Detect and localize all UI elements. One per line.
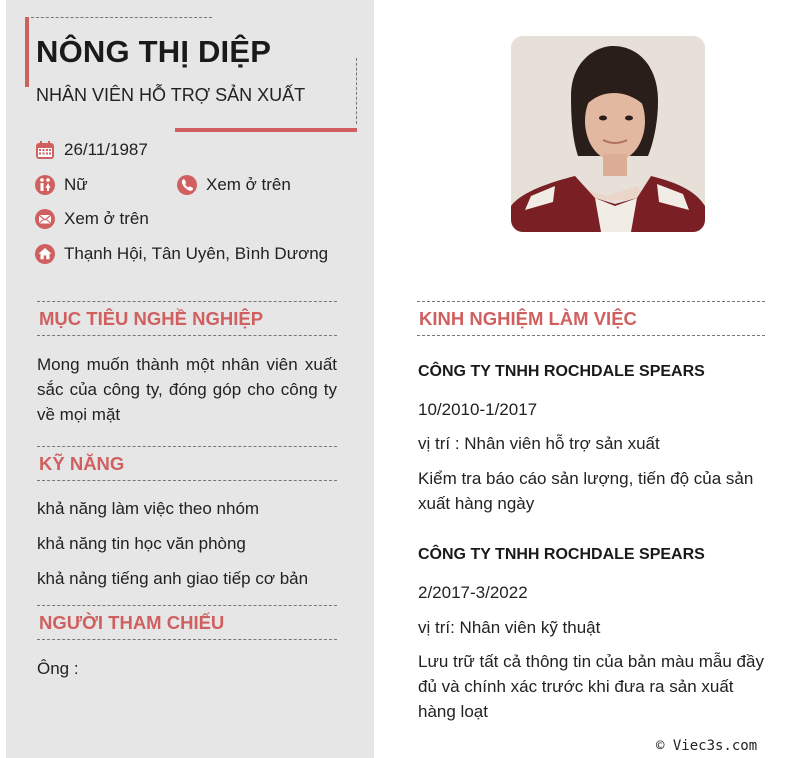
job-description: Lưu trữ tất cả thông tin của bản màu mẫu đầy đủ và chính xác trước khi đưa ra sản xuất hàng loạt xyxy=(418,652,764,721)
candidate-job-title: NHÂN VIÊN HỖ TRỢ SẢN XUẤT xyxy=(36,85,306,105)
header-accent-bar xyxy=(25,17,29,87)
phone-icon xyxy=(177,175,197,195)
job-company: CÔNG TY TNHH ROCHDALE SPEARS xyxy=(418,546,705,563)
references-heading: NGƯỜI THAM CHIẾU xyxy=(37,605,337,640)
candidate-name: NÔNG THỊ DIỆP xyxy=(36,34,272,69)
footer-copyright: © Viec3s.com xyxy=(656,738,758,754)
address-row xyxy=(35,244,328,264)
header-dashed-line xyxy=(26,17,212,18)
job-position: vị trí: Nhân viên kỹ thuật xyxy=(418,618,601,637)
experience-heading: KINH NGHIỆM LÀM VIỆC xyxy=(417,301,765,336)
skills-heading: KỸ NĂNG xyxy=(37,446,337,481)
gender-icon xyxy=(35,175,55,195)
profile-photo xyxy=(511,36,705,232)
phone-text: Xem ở trên xyxy=(206,175,291,194)
envelope-icon xyxy=(35,209,55,229)
objective-text: Mong muốn thành một nhân viên xuất sắc của công ty, đóng góp cho công ty về mọi mặt xyxy=(37,355,337,424)
phone-row xyxy=(177,175,291,195)
job-company: CÔNG TY TNHH ROCHDALE SPEARS xyxy=(418,363,705,380)
objective-heading: MỤC TIÊU NGHỀ NGHIỆP xyxy=(37,301,337,336)
job-description: Kiểm tra báo cáo sản lượng, tiến độ của sản xuất hàng ngày xyxy=(418,469,754,513)
calendar-icon xyxy=(35,140,55,160)
gender-row xyxy=(35,175,88,195)
references-text: Ông : xyxy=(37,659,79,678)
email-text: Xem ở trên xyxy=(64,209,149,228)
skill-item: khả năng làm việc theo nhóm xyxy=(37,499,260,518)
job-period: 2/2017-3/2022 xyxy=(418,583,528,602)
header-accent-underline xyxy=(175,128,357,132)
email-row xyxy=(35,209,149,229)
gender-text: Nữ xyxy=(64,175,88,194)
job-period: 10/2010-1/2017 xyxy=(418,400,538,419)
home-icon xyxy=(35,244,55,264)
address-text: Thạnh Hội, Tân Uyên, Bình Dương xyxy=(64,244,329,263)
skill-item: khả năng tin học văn phòng xyxy=(37,534,246,553)
header-dashed-divider xyxy=(356,58,357,124)
job-position: vị trí : Nhân viên hỗ trợ sản xuất xyxy=(418,434,660,453)
birthday-row xyxy=(35,140,148,160)
birthday-text: 26/11/1987 xyxy=(64,140,148,159)
skill-item: khả nảng tiếng anh giao tiếp cơ bản xyxy=(37,569,309,588)
